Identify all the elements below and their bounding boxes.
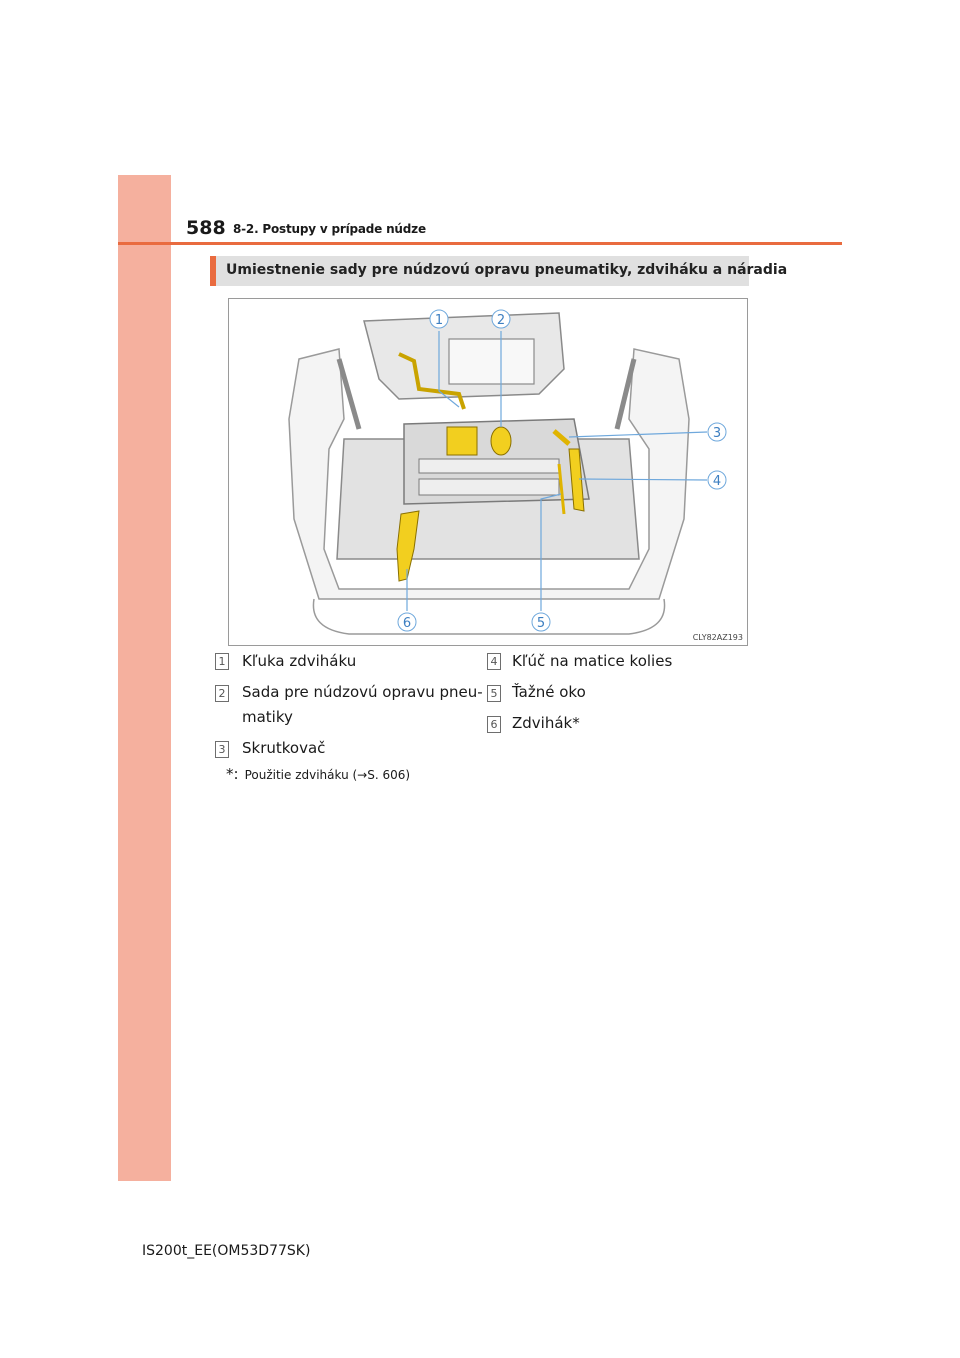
legend-number-3: 3 <box>215 741 229 758</box>
callout-6: 6 <box>402 616 412 631</box>
page-number: 588 <box>186 217 226 239</box>
legend-number-4: 4 <box>487 653 501 670</box>
legend-label-cont: matiky <box>242 708 293 726</box>
section-title: 8-2. Postupy v prípade núdze <box>233 222 426 236</box>
legend-item-towing-eyelet <box>512 680 586 705</box>
legend-item-repair-kit <box>242 680 483 730</box>
legend-label: Sada pre núdzovú opravu pneu- <box>242 683 483 701</box>
section-heading-text: Umiestnenie sady pre núdzovú opravu pneumatiky, zdviháku a náradia <box>226 262 788 278</box>
callout-3: 3 <box>712 426 722 441</box>
legend-label: Kľuka zdviháku <box>242 652 357 670</box>
footer-model-code: IS200t_EE(OM53D77SK) <box>142 1243 311 1259</box>
legend-item-jack-handle <box>242 649 356 674</box>
footnote-marker: *: <box>226 765 239 783</box>
legend-item-wheel-wrench <box>512 649 672 674</box>
footnote-text: Použitie zdviháku (→S. 606) <box>244 768 411 782</box>
callout-2: 2 <box>496 313 506 328</box>
callout-5: 5 <box>536 616 546 631</box>
legend-label: Kľúč na matice kolies <box>512 652 673 670</box>
trunk-illustration-svg <box>229 299 747 645</box>
legend-item-screwdriver <box>242 736 325 761</box>
legend-number-6: 6 <box>487 716 501 733</box>
legend-label: Ťažné oko <box>512 683 586 701</box>
legend-number-5: 5 <box>487 685 501 702</box>
legend-label: Zdvihák* <box>512 714 580 732</box>
legend-number-2: 2 <box>215 685 229 702</box>
trunk-illustration <box>228 298 748 646</box>
side-color-band <box>118 175 171 1181</box>
legend-number-1: 1 <box>215 653 229 670</box>
figure-code: CLY82AZ193 <box>692 633 743 642</box>
header-rule <box>118 242 842 245</box>
callout-1: 1 <box>434 313 444 328</box>
footnote <box>226 765 410 783</box>
legend-item-jack <box>512 711 580 736</box>
section-heading <box>210 256 788 286</box>
legend-label: Skrutkovač <box>242 739 326 757</box>
callout-4: 4 <box>712 474 722 489</box>
